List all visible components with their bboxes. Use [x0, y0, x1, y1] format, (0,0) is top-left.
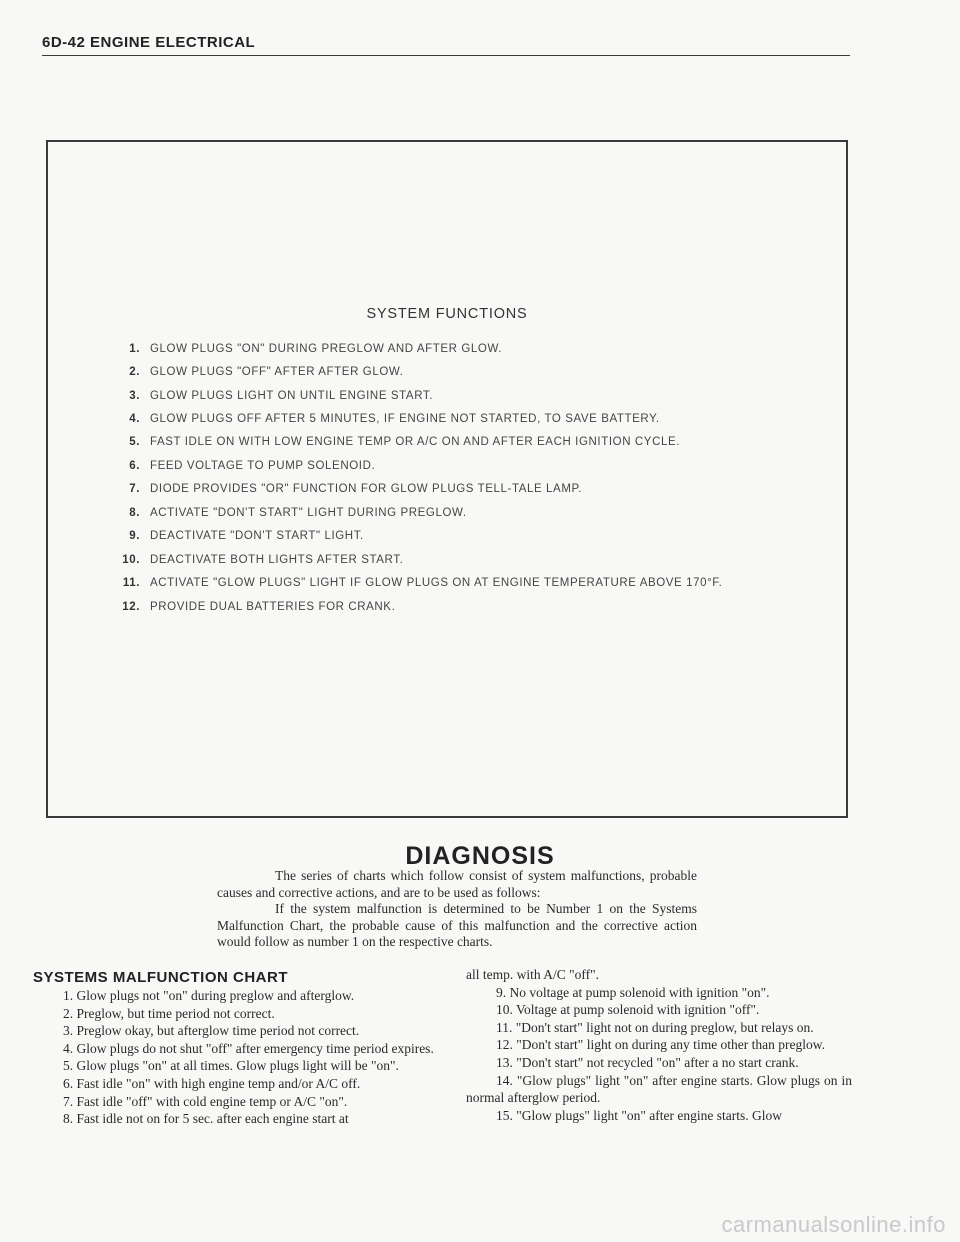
list-item [98, 501, 838, 524]
malfunction-item: 9. No voltage at pump solenoid with ignition "on". [496, 984, 770, 1000]
malfunction-item: 10. Voltage at pump solenoid with ignition "off". [496, 1002, 760, 1018]
list-item [98, 384, 838, 407]
list-item [98, 360, 838, 383]
diagnosis-paragraph: The series of charts which follow consist of system malfunctions, probable causes and corrective actions, and are to be used as follows: [217, 868, 697, 900]
item-number: 8. [129, 506, 140, 519]
item-text: DEACTIVATE BOTH LIGHTS AFTER START. [150, 553, 404, 566]
malfunction-item: 4. Glow plugs do not shut "off" after emergency time period expires. [63, 1040, 434, 1056]
diagnosis-intro [217, 868, 697, 951]
malfunction-item: 15. "Glow plugs" light "on" after engine starts. Glow [496, 1107, 783, 1123]
list-item [98, 478, 838, 501]
malfunction-item: 11. "Don't start" light not on during preglow, but relays on. [496, 1019, 814, 1035]
list-item [98, 407, 838, 430]
malfunction-item-continued: all temp. with A/C "off". [466, 967, 600, 982]
malfunction-item: 5. Glow plugs "on" at all times. Glow plugs light will be "on". [63, 1058, 399, 1074]
watermark-text: carmanualsonline.info [721, 1212, 946, 1237]
list-item [98, 454, 838, 477]
malfunction-item: 2. Preglow, but time period not correct. [63, 1005, 275, 1021]
list-item [98, 431, 838, 454]
item-text: FAST IDLE ON WITH LOW ENGINE TEMP OR A/C ON AND AFTER EACH IGNITION CYCLE. [150, 436, 681, 449]
item-text: GLOW PLUGS OFF AFTER 5 MINUTES, IF ENGINE NOT STARTED, TO SAVE BATTERY. [150, 413, 660, 426]
item-text: GLOW PLUGS LIGHT ON UNTIL ENGINE START. [150, 389, 434, 402]
item-text: PROVIDE DUAL BATTERIES FOR CRANK. [150, 600, 396, 613]
diagnosis-heading: DIAGNOSIS [405, 842, 555, 870]
list-item [98, 595, 838, 618]
malfunction-item: 6. Fast idle "on" with high engine temp and/or A/C off. [63, 1075, 361, 1091]
malfunction-item: 12. "Don't start" light on during any time other than preglow. [496, 1037, 826, 1053]
item-number: 3. [129, 389, 140, 402]
item-number: 2. [129, 366, 140, 379]
page-header [42, 34, 850, 56]
item-number: 7. [129, 483, 140, 496]
list-item [98, 525, 838, 548]
malfunction-chart-right-column [466, 966, 852, 1124]
item-text: GLOW PLUGS "OFF" AFTER AFTER GLOW. [150, 366, 404, 379]
system-functions-box [46, 140, 848, 818]
item-text: GLOW PLUGS "ON" DURING PREGLOW AND AFTER GLOW. [150, 342, 503, 355]
item-text: ACTIVATE "DON'T START" LIGHT DURING PREGLOW. [150, 506, 467, 519]
item-number: 5. [129, 436, 140, 449]
item-number: 11. [122, 577, 140, 590]
item-number: 12. [122, 600, 140, 613]
diagnosis-paragraph: If the system malfunction is determined to be Number 1 on the Systems Malfunction Chart, the probable cause of this malfunction and the corrective action would follow as number 1 on the respective charts. [217, 901, 697, 949]
item-text: DIODE PROVIDES "OR" FUNCTION FOR GLOW PLUGS TELL-TALE LAMP. [150, 483, 583, 496]
malfunction-item: 8. Fast idle not on for 5 sec. after each engine start at [63, 1111, 349, 1127]
page-header-title: 6D-42 ENGINE ELECTRICAL [42, 34, 256, 51]
malfunction-chart-title: SYSTEMS MALFUNCTION CHART [33, 969, 288, 986]
item-text: FEED VOLTAGE TO PUMP SOLENOID. [150, 459, 376, 472]
malfunction-item: 7. Fast idle "off" with cold engine temp or A/C "on". [63, 1093, 348, 1109]
item-number: 9. [129, 530, 140, 543]
malfunction-item: 1. Glow plugs not "on" during preglow and afterglow. [63, 988, 355, 1003]
malfunction-chart-left-column [33, 968, 443, 1128]
malfunction-item: 14. "Glow plugs" light "on" after engine starts. Glow plugs on in normal afterglow period. [466, 1072, 852, 1106]
list-item [98, 337, 838, 360]
list-item [98, 548, 838, 571]
item-text: ACTIVATE "GLOW PLUGS" LIGHT IF GLOW PLUGS ON AT ENGINE TEMPERATURE ABOVE 170°F. [150, 577, 723, 590]
item-number: 4. [129, 413, 140, 426]
item-text: DEACTIVATE "DON'T START" LIGHT. [150, 530, 364, 543]
system-functions-list [98, 337, 838, 618]
system-functions-title: SYSTEM FUNCTIONS [366, 306, 528, 322]
item-number: 1. [129, 342, 140, 355]
item-number: 6. [129, 459, 140, 472]
malfunction-item: 3. Preglow okay, but afterglow time period not correct. [63, 1023, 360, 1039]
malfunction-item: 13. "Don't start" not recycled "on" after a no start crank. [496, 1054, 799, 1070]
list-item [98, 571, 838, 594]
item-number: 10. [122, 553, 140, 566]
